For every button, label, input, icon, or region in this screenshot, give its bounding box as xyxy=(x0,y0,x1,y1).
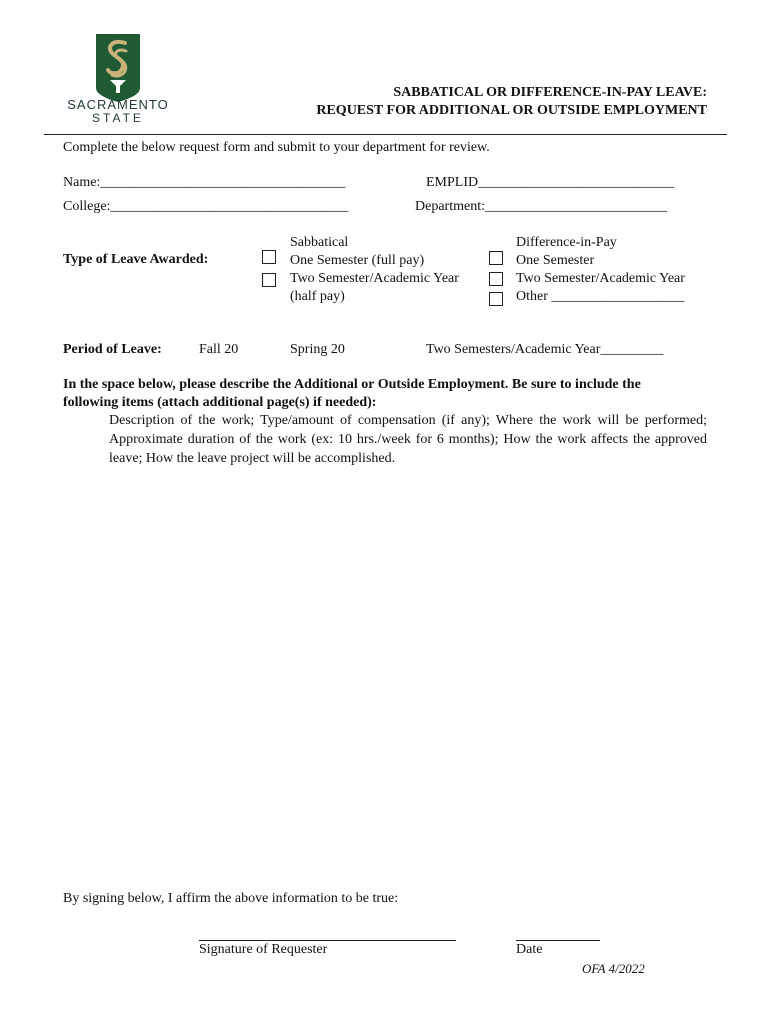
sabbatical-one-semester-label: One Semester (full pay) xyxy=(290,253,425,268)
date-label: Date xyxy=(516,942,543,957)
dip-two-semester-checkbox[interactable] xyxy=(489,272,503,286)
college-field[interactable]: College:__________________________________ xyxy=(63,199,349,214)
instructions-description: Description of the work; Type/amount of compensation (if any); Where the work will be performed; Approximate duration of the work (ex: 10 hrs./week for 6 months); How the work affects the approved leave; How the leave project will be accomplished. xyxy=(109,413,707,466)
form-title-line2: REQUEST FOR ADDITIONAL OR OUTSIDE EMPLOYMENT xyxy=(316,103,707,118)
name-field[interactable]: Name:___________________________________ xyxy=(63,175,346,190)
form-title-line1: SABBATICAL OR DIFFERENCE-IN-PAY LEAVE: xyxy=(393,85,707,100)
sabbatical-one-semester-checkbox[interactable] xyxy=(262,250,276,264)
sabbatical-heading: Sabbatical xyxy=(290,235,349,250)
dip-other-field[interactable]: Other ___________________ xyxy=(516,289,685,304)
logo-text-state: STATE xyxy=(92,111,144,125)
period-two-semesters-field[interactable]: Two Semesters/Academic Year_________ xyxy=(426,342,664,357)
form-code: OFA 4/2022 xyxy=(582,961,645,976)
signature-label: Signature of Requester xyxy=(199,942,328,957)
affirm-text: By signing below, I affirm the above information to be true: xyxy=(63,891,399,906)
sabbatical-half-pay-label: (half pay) xyxy=(290,289,345,304)
dip-one-semester-checkbox[interactable] xyxy=(489,251,503,265)
leave-type-label: Type of Leave Awarded: xyxy=(63,252,209,267)
period-fall-field[interactable]: Fall 20 xyxy=(199,342,239,357)
dip-two-semester-label: Two Semester/Academic Year xyxy=(516,271,685,286)
instructions-line2: following items (attach additional page(s) if needed): xyxy=(63,395,377,410)
period-label: Period of Leave: xyxy=(63,342,162,357)
logo-text-sacramento: SACRAMENTO xyxy=(67,97,169,112)
intro-text: Complete the below request form and submit to your department for review. xyxy=(63,140,490,155)
instructions-line1: In the space below, please describe the Additional or Outside Employment. Be sure to include the xyxy=(63,377,641,392)
dip-other-checkbox[interactable] xyxy=(489,292,503,306)
period-spring-field[interactable]: Spring 20 xyxy=(290,342,345,357)
header-divider xyxy=(44,134,727,135)
sabbatical-two-semester-label: Two Semester/Academic Year xyxy=(290,271,459,286)
department-field[interactable]: Department:__________________________ xyxy=(415,199,667,214)
dip-one-semester-label: One Semester xyxy=(516,253,595,268)
emplid-field[interactable]: EMPLID____________________________ xyxy=(426,175,675,190)
employment-description-area[interactable] xyxy=(63,475,707,875)
dip-heading: Difference-in-Pay xyxy=(516,235,617,250)
sabbatical-two-semester-checkbox[interactable] xyxy=(262,273,276,287)
